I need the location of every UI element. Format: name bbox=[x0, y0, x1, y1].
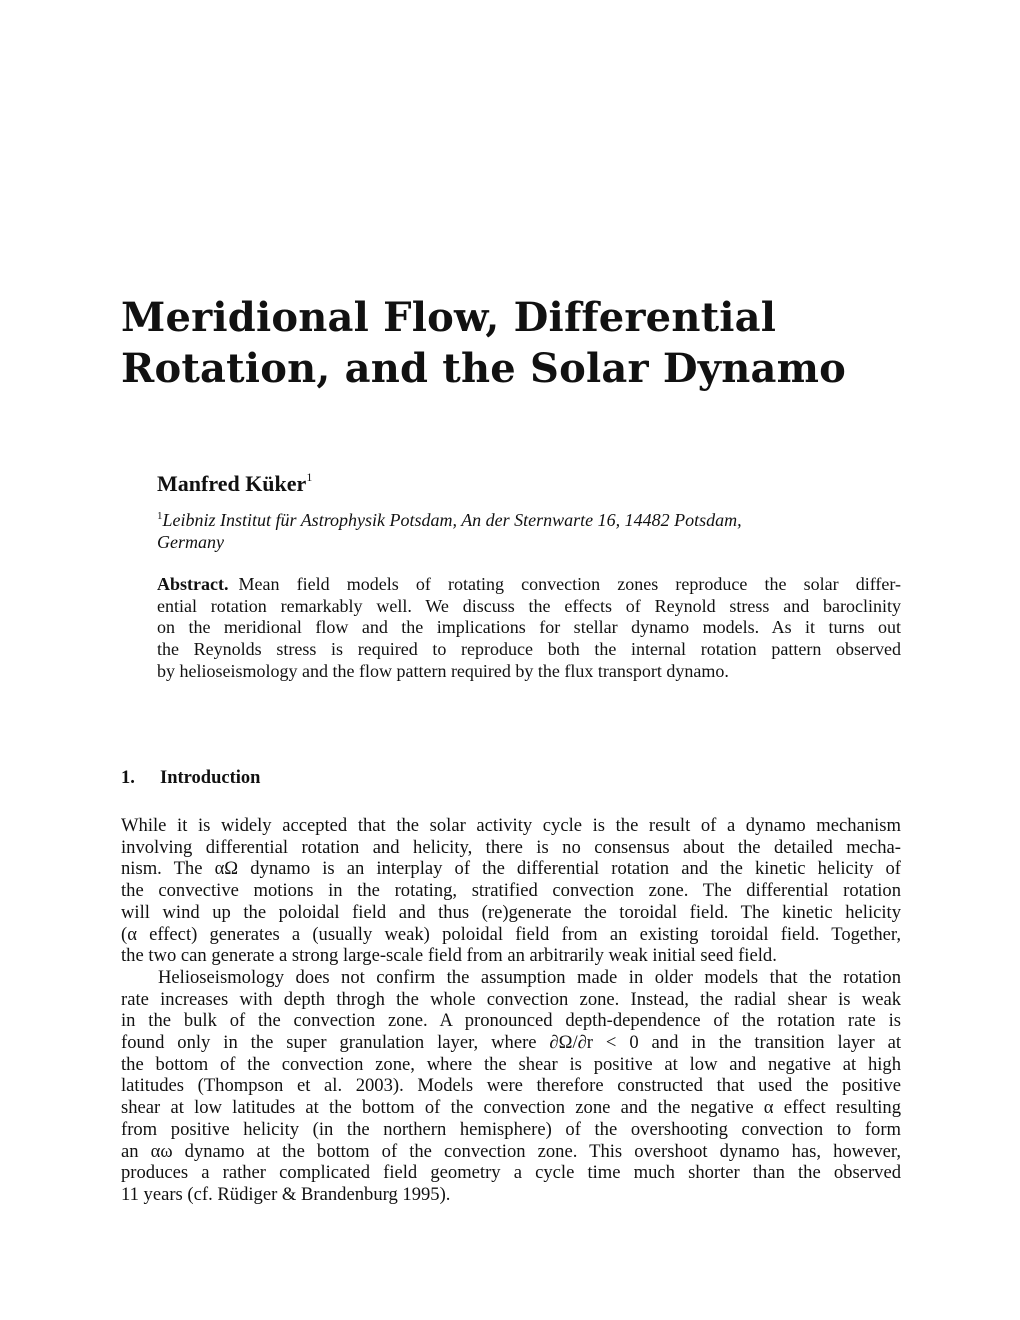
section-title: Introduction bbox=[160, 768, 261, 788]
author-affiliation-mark: 1 bbox=[306, 470, 313, 484]
p2-line-7: shear at low latitudes at the bottom of the convection zone and the negative α effect resulting bbox=[121, 1097, 901, 1119]
p1-line-5: will wind up the poloidal field and thus (re)generate the toroidal field. The kinetic helicity bbox=[121, 901, 901, 923]
p2-line-4: found only in the super granulation layer, where ∂Ω/∂r < 0 and in the transition layer at bbox=[121, 1032, 901, 1054]
abstract-line-1 bbox=[157, 574, 901, 596]
author-name bbox=[157, 470, 312, 497]
abstract-line-5: by helioseismology and the flow pattern required by the flux transport dynamo. bbox=[157, 660, 729, 681]
abstract-text-1: Mean field models of rotating convection zones reproduce the solar differ- bbox=[238, 574, 901, 594]
p2-line-3: in the bulk of the convection zone. A pronounced depth-dependence of the rotation rate is bbox=[121, 1010, 901, 1032]
affiliation-line-1 bbox=[157, 505, 877, 531]
affiliation bbox=[157, 505, 877, 553]
abstract-line-3: on the meridional flow and the implications for stellar dynamo models. As it turns out bbox=[157, 617, 901, 638]
p2-line-1: Helioseismology does not confirm the assumption made in older models that the rotation bbox=[158, 966, 901, 988]
body-text bbox=[121, 815, 901, 1206]
p2-line-6: latitudes (Thompson et al. 2003). Models were therefore constructed that used the positive bbox=[121, 1075, 901, 1097]
p1-line-7: the two can generate a strong large-scale field from an arbitrarily weak initial seed field. bbox=[121, 945, 777, 967]
abstract-label: Abstract. bbox=[157, 574, 229, 594]
p2-line-2: rate increases with depth throgh the whole convection zone. Instead, the radial shear is weak bbox=[121, 988, 901, 1010]
p2-line-11: 11 years (cf. Rüdiger & Brandenburg 1995). bbox=[121, 1183, 451, 1205]
p2-line-10: produces a rather complicated field geometry a cycle time much shorter than the observed bbox=[121, 1162, 901, 1184]
p1-line-6: (α effect) generates a (usually weak) poloidal field from an existing toroidal field. Together, bbox=[121, 923, 901, 945]
abstract bbox=[157, 574, 901, 683]
title-line-1: Meridional Flow, Differential bbox=[121, 294, 777, 341]
affiliation-line-2: Germany bbox=[157, 532, 224, 552]
p1-line-4: the convective motions in the rotating, stratified convection zone. The differential rotation bbox=[121, 880, 901, 902]
section-number: 1. bbox=[121, 768, 135, 788]
affiliation-mark: 1 bbox=[157, 510, 163, 522]
abstract-line-2: ential rotation remarkably well. We discuss the effects of Reynold stress and baroclinity bbox=[157, 595, 901, 616]
abstract-line-4: the Reynolds stress is required to reproduce both the internal rotation pattern observed bbox=[157, 639, 901, 660]
paper-title bbox=[121, 292, 921, 394]
affiliation-text-1: Leibniz Institut für Astrophysik Potsdam, An der Sternwarte 16, 14482 Potsdam, bbox=[162, 510, 742, 530]
p2-line-9: an αω dynamo at the bottom of the convection zone. This overshoot dynamo has, however, bbox=[121, 1140, 901, 1162]
section-heading bbox=[121, 768, 260, 789]
p1-line-3: nism. The αΩ dynamo is an interplay of the differential rotation and the kinetic helicity of bbox=[121, 858, 901, 880]
p1-line-1: While it is widely accepted that the solar activity cycle is the result of a dynamo mechanism bbox=[121, 815, 901, 836]
title-line-2: Rotation, and the Solar Dynamo bbox=[121, 345, 847, 392]
p2-line-5: the bottom of the convection zone, where the shear is positive at low and negative at high bbox=[121, 1053, 901, 1075]
p1-line-2: involving differential rotation and helicity, there is no consensus about the detailed mecha- bbox=[121, 836, 901, 858]
author-name-text: Manfred Küker bbox=[157, 471, 307, 496]
p2-line-8: from positive helicity (in the northern hemisphere) of the overshooting convection to form bbox=[121, 1118, 901, 1140]
